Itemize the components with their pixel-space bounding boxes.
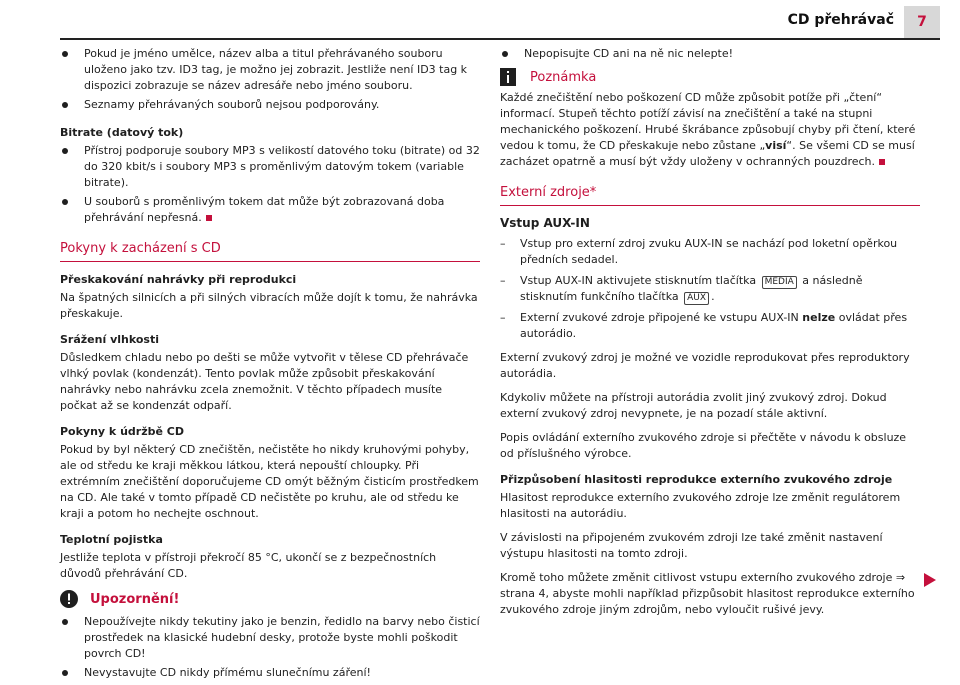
cross-ref-arrow-icon: ⇒	[895, 571, 906, 584]
paragraph: Kromě toho můžete změnit citlivost vstupu externího zvukového zdroje ⇒ strana 4, abyste mohli například přizpůsobit hlasitost reprodukce externího zvukového zdroje jiným zdrojům, nebo vyloučit rušivé jevy.	[500, 571, 915, 616]
section-end-marker	[206, 215, 212, 221]
list-item-text: U souborů s proměnlivým tokem dat může být zobrazovaná doba přehrávání nepřesná.	[84, 195, 445, 224]
dirty-heading: Pokyny k údržbě CD	[60, 425, 184, 438]
right-column	[500, 46, 920, 618]
list-item	[60, 194, 480, 226]
page-header	[0, 0, 960, 40]
chapter-title: CD přehrávač	[787, 12, 894, 28]
volume-heading: Přizpůsobení hlasitosti reprodukce externího zvukového zdroje	[500, 473, 893, 486]
header-rule	[60, 38, 940, 40]
list-item: – Externí zvukové zdroje připojené ke vstupu AUX-IN nelze ovládat přes autorádio.	[500, 310, 920, 342]
volume-text: Hlasitost reprodukce externího zvukového zdroje lze změnit regulátorem hlasitosti na autorádiu.	[500, 491, 901, 520]
list-item: – Vstup pro externí zdroj zvuku AUX-IN se nachází pod loketní opěrkou předních sedadel.	[500, 236, 920, 268]
paragraph: Kdykoliv můžete na přístroji autorádia zvolit jiný zvukový zdroj. Dokud externí zvukový zdroj nevypnete, je na pozadí stále aktivní.	[500, 391, 887, 420]
paragraph: Popis ovládání externího zvukového zdroje si přečtěte v návodu k obsluze od příslušného výrobce.	[500, 431, 907, 460]
list-item: Nepopisujte CD ani na ně nic nelepte!	[500, 46, 920, 62]
warning-list	[60, 614, 480, 681]
section-title-external: Externí zdroje*	[500, 184, 920, 206]
list-item: Nevystavujte CD nikdy přímému slunečnímu záření!	[60, 665, 480, 681]
top-bullet-list	[500, 46, 920, 62]
aux-dash-list	[500, 236, 920, 342]
page-number-box	[904, 6, 940, 38]
cross-ref-link[interactable]: strana 4	[500, 587, 546, 600]
media-key: MEDIA	[762, 276, 797, 289]
section-title-cd-care: Pokyny k zacházení s CD	[60, 240, 480, 262]
page-number: 7	[917, 14, 927, 30]
warning-title: Upozornění!	[90, 591, 180, 607]
list-item: Seznamy přehrávaných souborů nejsou podporovány.	[60, 97, 480, 113]
aux-heading: Vstup AUX-IN	[500, 216, 590, 230]
bitrate-list	[60, 143, 480, 226]
list-item: Nepoužívejte nikdy tekutiny jako je benzin, ředidlo na barvy nebo čisticí prostředek na klasické hudební desky, protože byste mohli poškodit povrch CD!	[60, 614, 480, 662]
list-item: – Vstup AUX-IN aktivujete stisknutím tlačítka MEDIA a následně stisknutím funkčního tlačítka AUX .	[500, 273, 920, 305]
thermal-text: Jestliže teplota v přístroji překročí 85 °C, ukončí se z bezpečnostních důvodů přehrávání CD.	[60, 551, 437, 580]
note-text: Každé znečištění nebo poškození CD může způsobit potíže při „čtení“ informací. Stupeň těchto potíží závisí na znečištění a také na stupni mechanického poškození. Hrubé škrábance způsobují chyby při čtení, které vedou k tomu, že CD přeskakuje nebo zůstane „visí“. Se všemi CD se musí zacházet opatrně a musí být vždy uloženy v ochranných pouzdrech.	[500, 91, 916, 168]
warning-icon	[60, 590, 78, 608]
warning-header	[60, 590, 480, 608]
note-header	[500, 68, 920, 86]
thermal-heading: Teplotní pojistka	[60, 533, 163, 546]
list-item: Přístroj podporuje soubory MP3 s velikostí datového toku (bitrate) od 32 do 320 kbit/s i soubory MP3 s proměnlivým datovým tokem (variable bitrate).	[60, 143, 480, 191]
left-column	[60, 46, 480, 685]
dirty-text: Pokud by byl některý CD znečištěn, nečistěte ho nikdy kruhovými pohyby, ale od středu ke kraji měkkou látkou, která nepouští chloupky. Při extrémním znečištění doporučujeme CD omýt běžným čisticím prostředkem na CD. Ale také v tomto případě CD nečistěte po kruhu, ale od středu ke kraji a potom ho nechejte oschnout.	[60, 443, 479, 520]
paragraph: Externí zvukový zdroj je možné ve vozidle reprodukovat přes reproduktory autorádia.	[500, 351, 910, 380]
bitrate-heading: Bitrate (datový tok)	[60, 126, 184, 139]
note-title: Poznámka	[530, 69, 597, 85]
aux-key: AUX	[684, 292, 709, 305]
section-end-marker	[879, 159, 885, 165]
skip-text: Na špatných silnicích a při silných vibracích může dojít k tomu, že nahrávka přeskakuje.	[60, 291, 478, 320]
moisture-heading: Srážení vlhkosti	[60, 333, 159, 346]
next-page-arrow-icon	[924, 573, 936, 587]
skip-heading: Přeskakování nahrávky při reprodukci	[60, 273, 297, 286]
moisture-text: Důsledkem chladu nebo po dešti se může vytvořit v tělese CD přehrávače vlhký povlak (kondenzát). Tento povlak může způsobit přeskakování nahrávky nebo nahrávku zcela znemožnit. V těchto případech musíte počkat až se kondenzát odpaří.	[60, 351, 469, 412]
list-item: Pokud je jméno umělce, název alba a titul přehrávaného souboru uloženo jako tzv. ID3 tag, je možno jej zobrazit. Jestliže není ID3 tag k dispozici zobrazuje se název adresáře nebo jméno souboru.	[60, 46, 480, 94]
top-bullet-list	[60, 46, 480, 113]
paragraph: V závislosti na připojeném zvukovém zdroji lze také změnit nastavení výstupu hlasitosti na tomto zdroji.	[500, 531, 883, 560]
note-icon	[500, 68, 516, 86]
